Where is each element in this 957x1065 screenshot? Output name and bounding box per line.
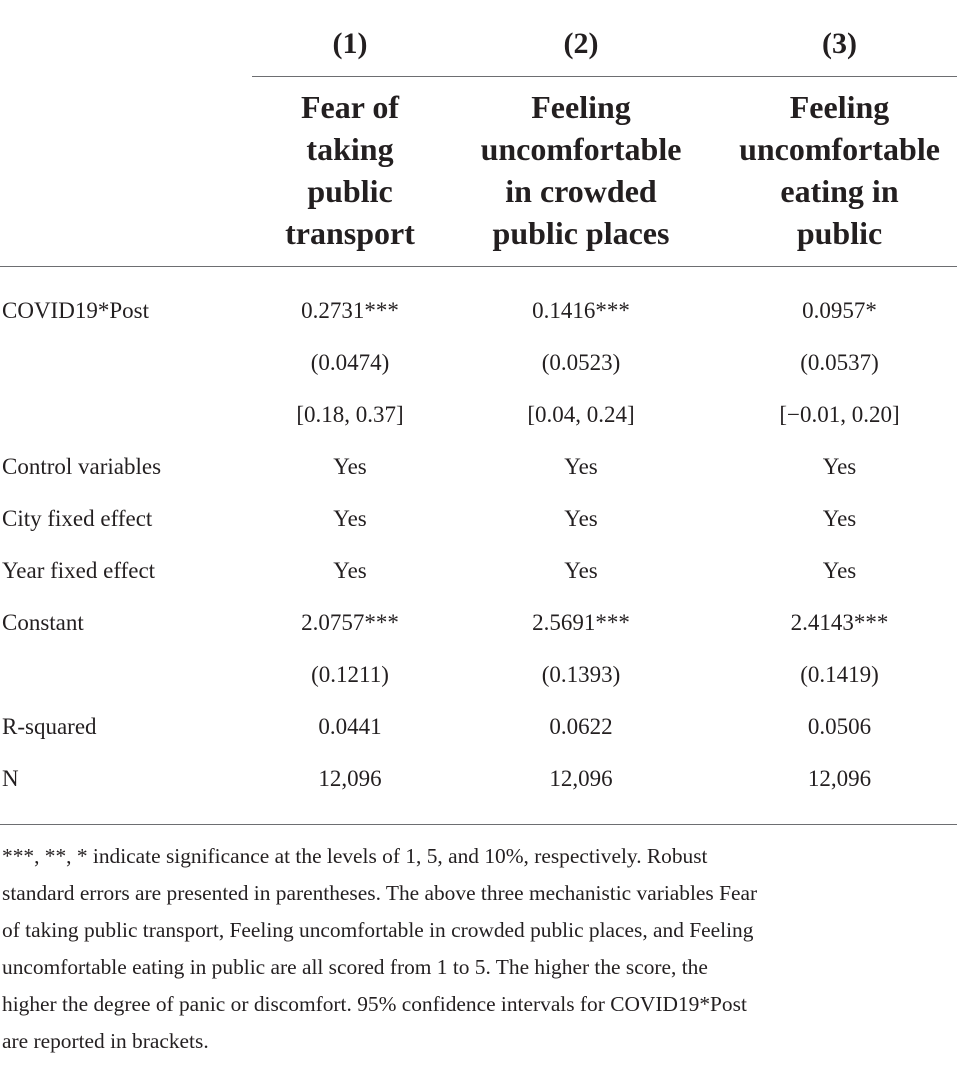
table-cell: 12,096 <box>549 766 613 791</box>
table-cell: Yes <box>333 558 367 583</box>
table-cell: [0.04, 0.24] <box>527 402 635 427</box>
row-label: City fixed effect <box>2 506 153 531</box>
column-header-3-line: Feeling <box>789 89 890 125</box>
table-cell: Yes <box>822 506 857 531</box>
table-cell: (0.1419) <box>800 662 879 687</box>
table-cell: (0.0537) <box>800 350 879 375</box>
column-number-2: (2) <box>563 27 599 60</box>
table-cell: 2.4143*** <box>790 610 889 635</box>
column-header-1-line: Fear of <box>300 89 400 125</box>
row-label: COVID19*Post <box>2 298 149 323</box>
column-header-3 <box>722 86 957 254</box>
table-cell: 0.0622 <box>549 714 613 739</box>
table-cell: 0.0506 <box>807 714 872 739</box>
table-cell: 0.2731*** <box>301 298 399 323</box>
column-header-2 <box>463 86 699 254</box>
column-header-3-line: public <box>796 215 883 251</box>
column-header-2-line: in crowded <box>505 173 657 209</box>
row-label: Control variables <box>2 454 162 479</box>
column-header-1-line: transport <box>285 215 415 251</box>
column-header-2-line: uncomfortable <box>480 131 682 167</box>
table-cell: Yes <box>564 558 598 583</box>
column-header-1 <box>252 86 448 254</box>
column-header-3-line: uncomfortable <box>739 131 940 167</box>
table-cell: (0.1393) <box>541 662 621 687</box>
column-header-1-line: taking <box>306 131 394 167</box>
column-header-1-line: public <box>307 173 393 209</box>
row-label: Constant <box>2 610 84 635</box>
table-cell: Yes <box>822 558 857 583</box>
table-note-line: ***, **, * indicate significance at the levels of 1, 5, and 10%, respectively. Robust <box>2 844 708 868</box>
table-note-line: higher the degree of panic or discomfort. 95% confidence intervals for COVID19*Post <box>2 992 747 1016</box>
table-cell: (0.1211) <box>311 662 389 687</box>
table-note-line: uncomfortable eating in public are all scored from 1 to 5. The higher the score, the <box>2 955 708 979</box>
column-number-3: (3) <box>822 27 857 60</box>
table-cell: 0.1416*** <box>532 298 630 323</box>
table-cell: 0.0441 <box>318 714 382 739</box>
row-label: Year fixed effect <box>2 558 156 583</box>
bottom-rule <box>0 824 957 825</box>
table-cell: Yes <box>564 454 598 479</box>
table-cell: (0.0474) <box>310 350 390 375</box>
row-label: N <box>2 766 19 791</box>
table-note <box>2 838 955 1060</box>
table-cell: Yes <box>333 454 367 479</box>
table-cell: [0.18, 0.37] <box>296 402 404 427</box>
table-cell: [−0.01, 0.20] <box>779 402 900 427</box>
table-cell: (0.0523) <box>541 350 621 375</box>
column-number-1: (1) <box>332 27 368 60</box>
column-header-2-line: Feeling <box>531 89 631 125</box>
table-cell: Yes <box>822 454 857 479</box>
table-cell: 0.0957* <box>802 298 877 323</box>
table-cell: 12,096 <box>318 766 382 791</box>
column-header-3-line: eating in <box>780 173 899 209</box>
table-note-line: of taking public transport, Feeling uncomfortable in crowded public places, and Feeling <box>2 918 754 942</box>
table-note-line: standard errors are presented in parentheses. The above three mechanistic variables Fear <box>2 881 758 905</box>
table-cell: 12,096 <box>807 766 872 791</box>
table-note-line: are reported in brackets. <box>2 1029 209 1053</box>
column-header-2-line: public places <box>492 215 670 251</box>
row-label: R-squared <box>2 714 97 739</box>
table-cell: 2.5691*** <box>532 610 630 635</box>
header-rule <box>0 266 957 267</box>
column-number-rule <box>252 76 957 77</box>
column-number-row <box>0 22 957 66</box>
table-cell: Yes <box>333 506 367 531</box>
table-cell: Yes <box>564 506 598 531</box>
table-cell: 2.0757*** <box>301 610 399 635</box>
